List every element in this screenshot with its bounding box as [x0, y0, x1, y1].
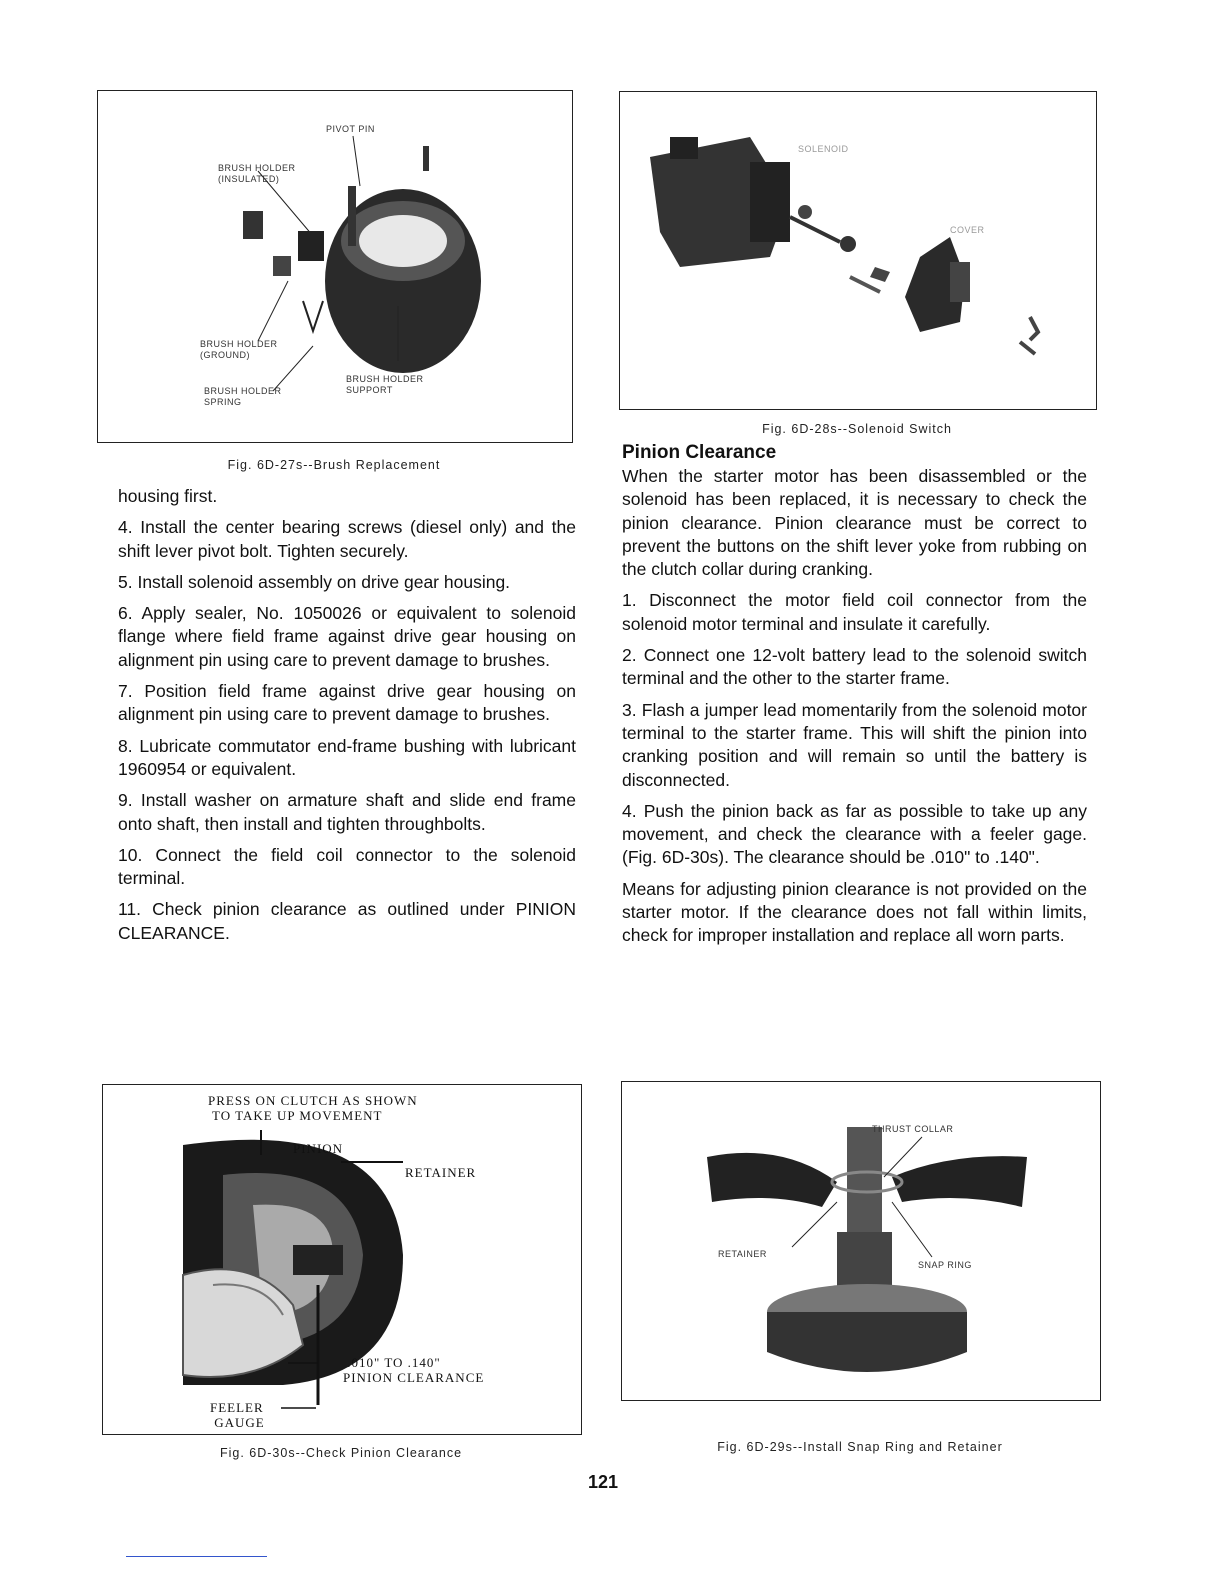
snap-ring-illustration	[622, 1082, 1100, 1400]
step-7: 7. Position field frame against drive gear housing on alignment pin using care to prevent damage to brushes.	[118, 681, 576, 725]
closing-paragraph: Means for adjusting pinion clearance is not provided on the starter motor. If the clearance does not fall within limits, check for improper installation and replace all worn parts.	[622, 878, 1087, 946]
step-4: 4. Push the pinion back as far as possible to take up any movement, and check the clearance with a feeler gage. (Fig. 6D-30s). The clearance should be .010" to .140".	[622, 800, 1087, 868]
page-number: 121	[588, 1472, 619, 1492]
step-2: 2. Connect one 12-volt battery lead to the solenoid switch terminal and the other to the starter frame.	[622, 645, 1087, 689]
label-thrust-collar: THRUST COLLAR	[872, 1124, 954, 1134]
label-retainer: RETAINER	[405, 1165, 477, 1180]
brush-replacement-illustration	[98, 91, 572, 442]
label-pinion-clearance: .010" TO .140" PINION CLEARANCE	[343, 1355, 485, 1385]
check-pinion-clearance-illustration	[103, 1085, 581, 1434]
figure-solenoid-switch	[619, 91, 1097, 410]
label-brush-holder-insulated: BRUSH HOLDER (INSULATED)	[218, 163, 296, 184]
solenoid-switch-illustration	[620, 92, 1096, 409]
intro-paragraph: When the starter motor has been disassembled or the solenoid has been replaced, it is necessary to check the pinion clearance. Pinion clearance must be correct to prevent the buttons on the shift lever yoke from rubbing on the clutch collar during cranking.	[622, 466, 1087, 580]
label-solenoid: SOLENOID	[798, 144, 849, 154]
step-9: 9. Install washer on armature shaft and slide end frame onto shaft, then install and tighten throughbolts.	[118, 790, 576, 834]
figure-install-snap-ring	[621, 1081, 1101, 1401]
right-column-text	[622, 441, 1087, 956]
caption-fig-6d-27s: Fig. 6D-27s--Brush Replacement	[227, 458, 441, 472]
caption-fig-6d-30s: Fig. 6D-30s--Check Pinion Clearance	[219, 1446, 463, 1460]
paragraph: housing first.	[118, 486, 218, 506]
caption-fig-6d-28s: Fig. 6D-28s--Solenoid Switch	[762, 422, 952, 436]
label-pinion: PINION	[293, 1141, 344, 1156]
footer-rule	[126, 1556, 267, 1557]
step-5: 5. Install solenoid assembly on drive gear housing.	[118, 571, 511, 592]
step-10: 10. Connect the field coil connector to the solenoid terminal.	[118, 844, 576, 889]
step-8: 8. Lubricate commutator end-frame bushing with lubricant 1960954 or equivalent.	[118, 735, 576, 779]
step-4: 4. Install the center bearing screws (diesel only) and the shift lever pivot bolt. Tighten securely.	[118, 517, 576, 561]
label-press-on-clutch: PRESS ON CLUTCH AS SHOWN TO TAKE UP MOVEMENT	[208, 1093, 418, 1123]
label-brush-holder-ground: BRUSH HOLDER (GROUND)	[200, 339, 278, 360]
caption-fig-6d-29s: Fig. 6D-29s--Install Snap Ring and Retainer	[717, 1440, 1003, 1454]
label-pivot-pin: PIVOT PIN	[326, 124, 375, 134]
label-feeler-gauge: FEELER GAUGE	[210, 1400, 265, 1430]
label-snap-ring: SNAP RING	[918, 1260, 972, 1270]
figure-brush-replacement	[97, 90, 573, 443]
left-column-text	[118, 485, 576, 953]
step-1: 1. Disconnect the motor field coil connector from the solenoid motor terminal and insulate it carefully.	[622, 590, 1087, 634]
label-retainer: RETAINER	[718, 1249, 767, 1259]
step-11: 11. Check pinion clearance as outlined under PINION CLEARANCE.	[118, 899, 576, 943]
label-brush-holder-spring: BRUSH HOLDER SPRING	[204, 386, 282, 407]
step-6: 6. Apply sealer, No. 1050026 or equivalent to solenoid flange where field frame against drive gear housing on alignment pin using care to prevent damage to brushes.	[118, 603, 576, 670]
label-brush-holder-support: BRUSH HOLDER SUPPORT	[346, 374, 424, 395]
step-3: 3. Flash a jumper lead momentarily from the solenoid motor terminal to the starter frame. This will shift the pinion into cranking position and will remain so until the battery is disconnected.	[622, 699, 1087, 790]
label-cover: COVER	[950, 225, 985, 235]
section-heading-pinion-clearance: Pinion Clearance	[622, 442, 777, 463]
figure-check-pinion-clearance	[102, 1084, 582, 1435]
